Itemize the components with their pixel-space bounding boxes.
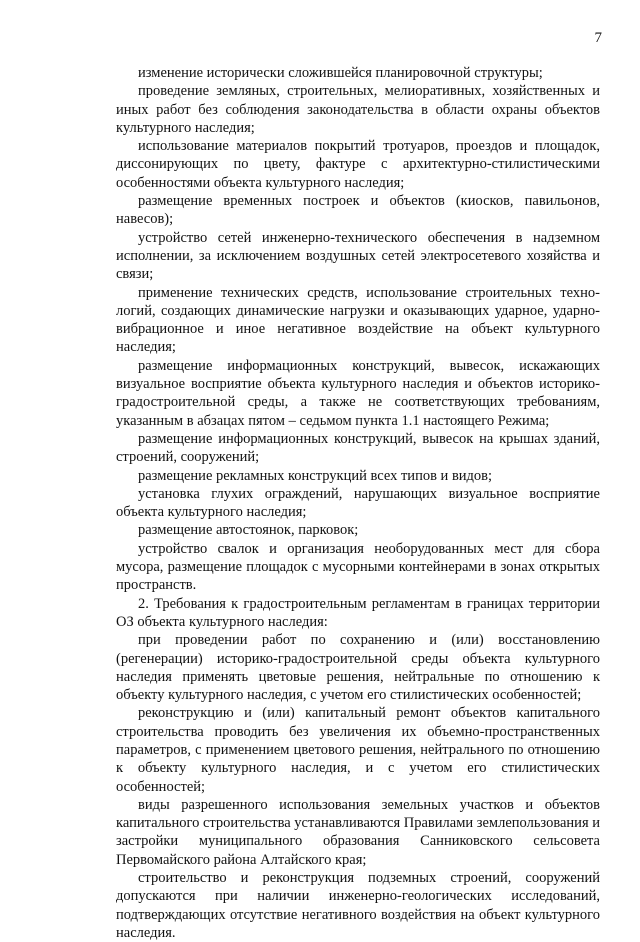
page-number: 7 <box>594 30 602 46</box>
paragraph: применение технических средств, использование строительных технологий, создающих динамические нагрузки и оказывающих ударное, ударно-вибрационное и иное негативное воздействие на объект культурного наследия; <box>116 284 600 356</box>
paragraph: размещение рекламных конструкций всех типов и видов; <box>138 467 493 484</box>
paragraph: при проведении работ по сохранению и (или) восстановлению (регенерации) историко-градостроительной среды объекта культурного наследия применять цветовые решения, нейтральные по отношению к объекту культурного наследия, с учетом его стилистических особенностей; <box>116 632 600 704</box>
paragraph: размещение автостоянок, парковок; <box>138 522 359 539</box>
paragraph: устройство сетей инженерно-технического обеспечения в надземном исполнении, за исключением воздушных сетей электросетевого хозяйства и связи; <box>116 229 600 283</box>
paragraph: проведение земляных, строительных, мелиоративных, хозяйственных и иных работ без соблюдения законодательства в области охраны объектов культурного наследия; <box>116 83 600 136</box>
paragraph: установка глухих ограждений, нарушающих визуальное восприятие объекта культурного наследия; <box>116 485 600 521</box>
paragraph: реконструкцию и (или) капитальный ремонт объектов капитального строительства проводить без увеличения их объемно-пространственных параметров, с применением цветового решения, нейтрального по отношению к объекту культурного наследия, и с учетом его стилистических особенностей; <box>116 705 600 795</box>
paragraph: размещение информационных конструкций, вывесок на крышах зданий, строений, сооружений; <box>116 430 600 466</box>
paragraph: размещение информационных конструкций, вывесок, искажающих визуальное восприятие объекта культурного наследия и объектов историко-градостроительной среды, а также не соответствующих требованиям, указанным в абзацах пятом – седьмом пункта 1.1 настоящего Режима; <box>116 357 600 429</box>
paragraph: использование материалов покрытий тротуаров, проездов и площадок, диссонирующих по цвету, фактуре с архитектурно-стилистическими особенностями объекта культурного наследия; <box>116 138 600 191</box>
paragraph: виды разрешенного использования земельных участков и объектов капитального строительства устанавливаются Правилами землепользования и застройки муниципального образования Санниковского сельсовета Первомайского района Алтайского края; <box>116 796 600 868</box>
document-body <box>116 64 600 942</box>
paragraph: изменение исторически сложившейся планировочной структуры; <box>138 65 543 81</box>
paragraph: 2. Требования к градостроительным регламентам в границах территории ОЗ объекта культурного наследия: <box>116 595 600 630</box>
paragraph: строительство и реконструкция подземных строений, сооружений допускаются при наличии инженерно-геологических исследований, подтверждающих отсутствие негативного воздействия на объект культурного наследия. <box>116 870 600 941</box>
paragraph: размещение временных построек и объектов (киосков, павильонов, навесов); <box>116 193 600 228</box>
paragraph: устройство свалок и организация необорудованных мест для сбора мусора, размещение площадок с мусорными контейнерами в зонах открытых пространств. <box>116 540 600 594</box>
